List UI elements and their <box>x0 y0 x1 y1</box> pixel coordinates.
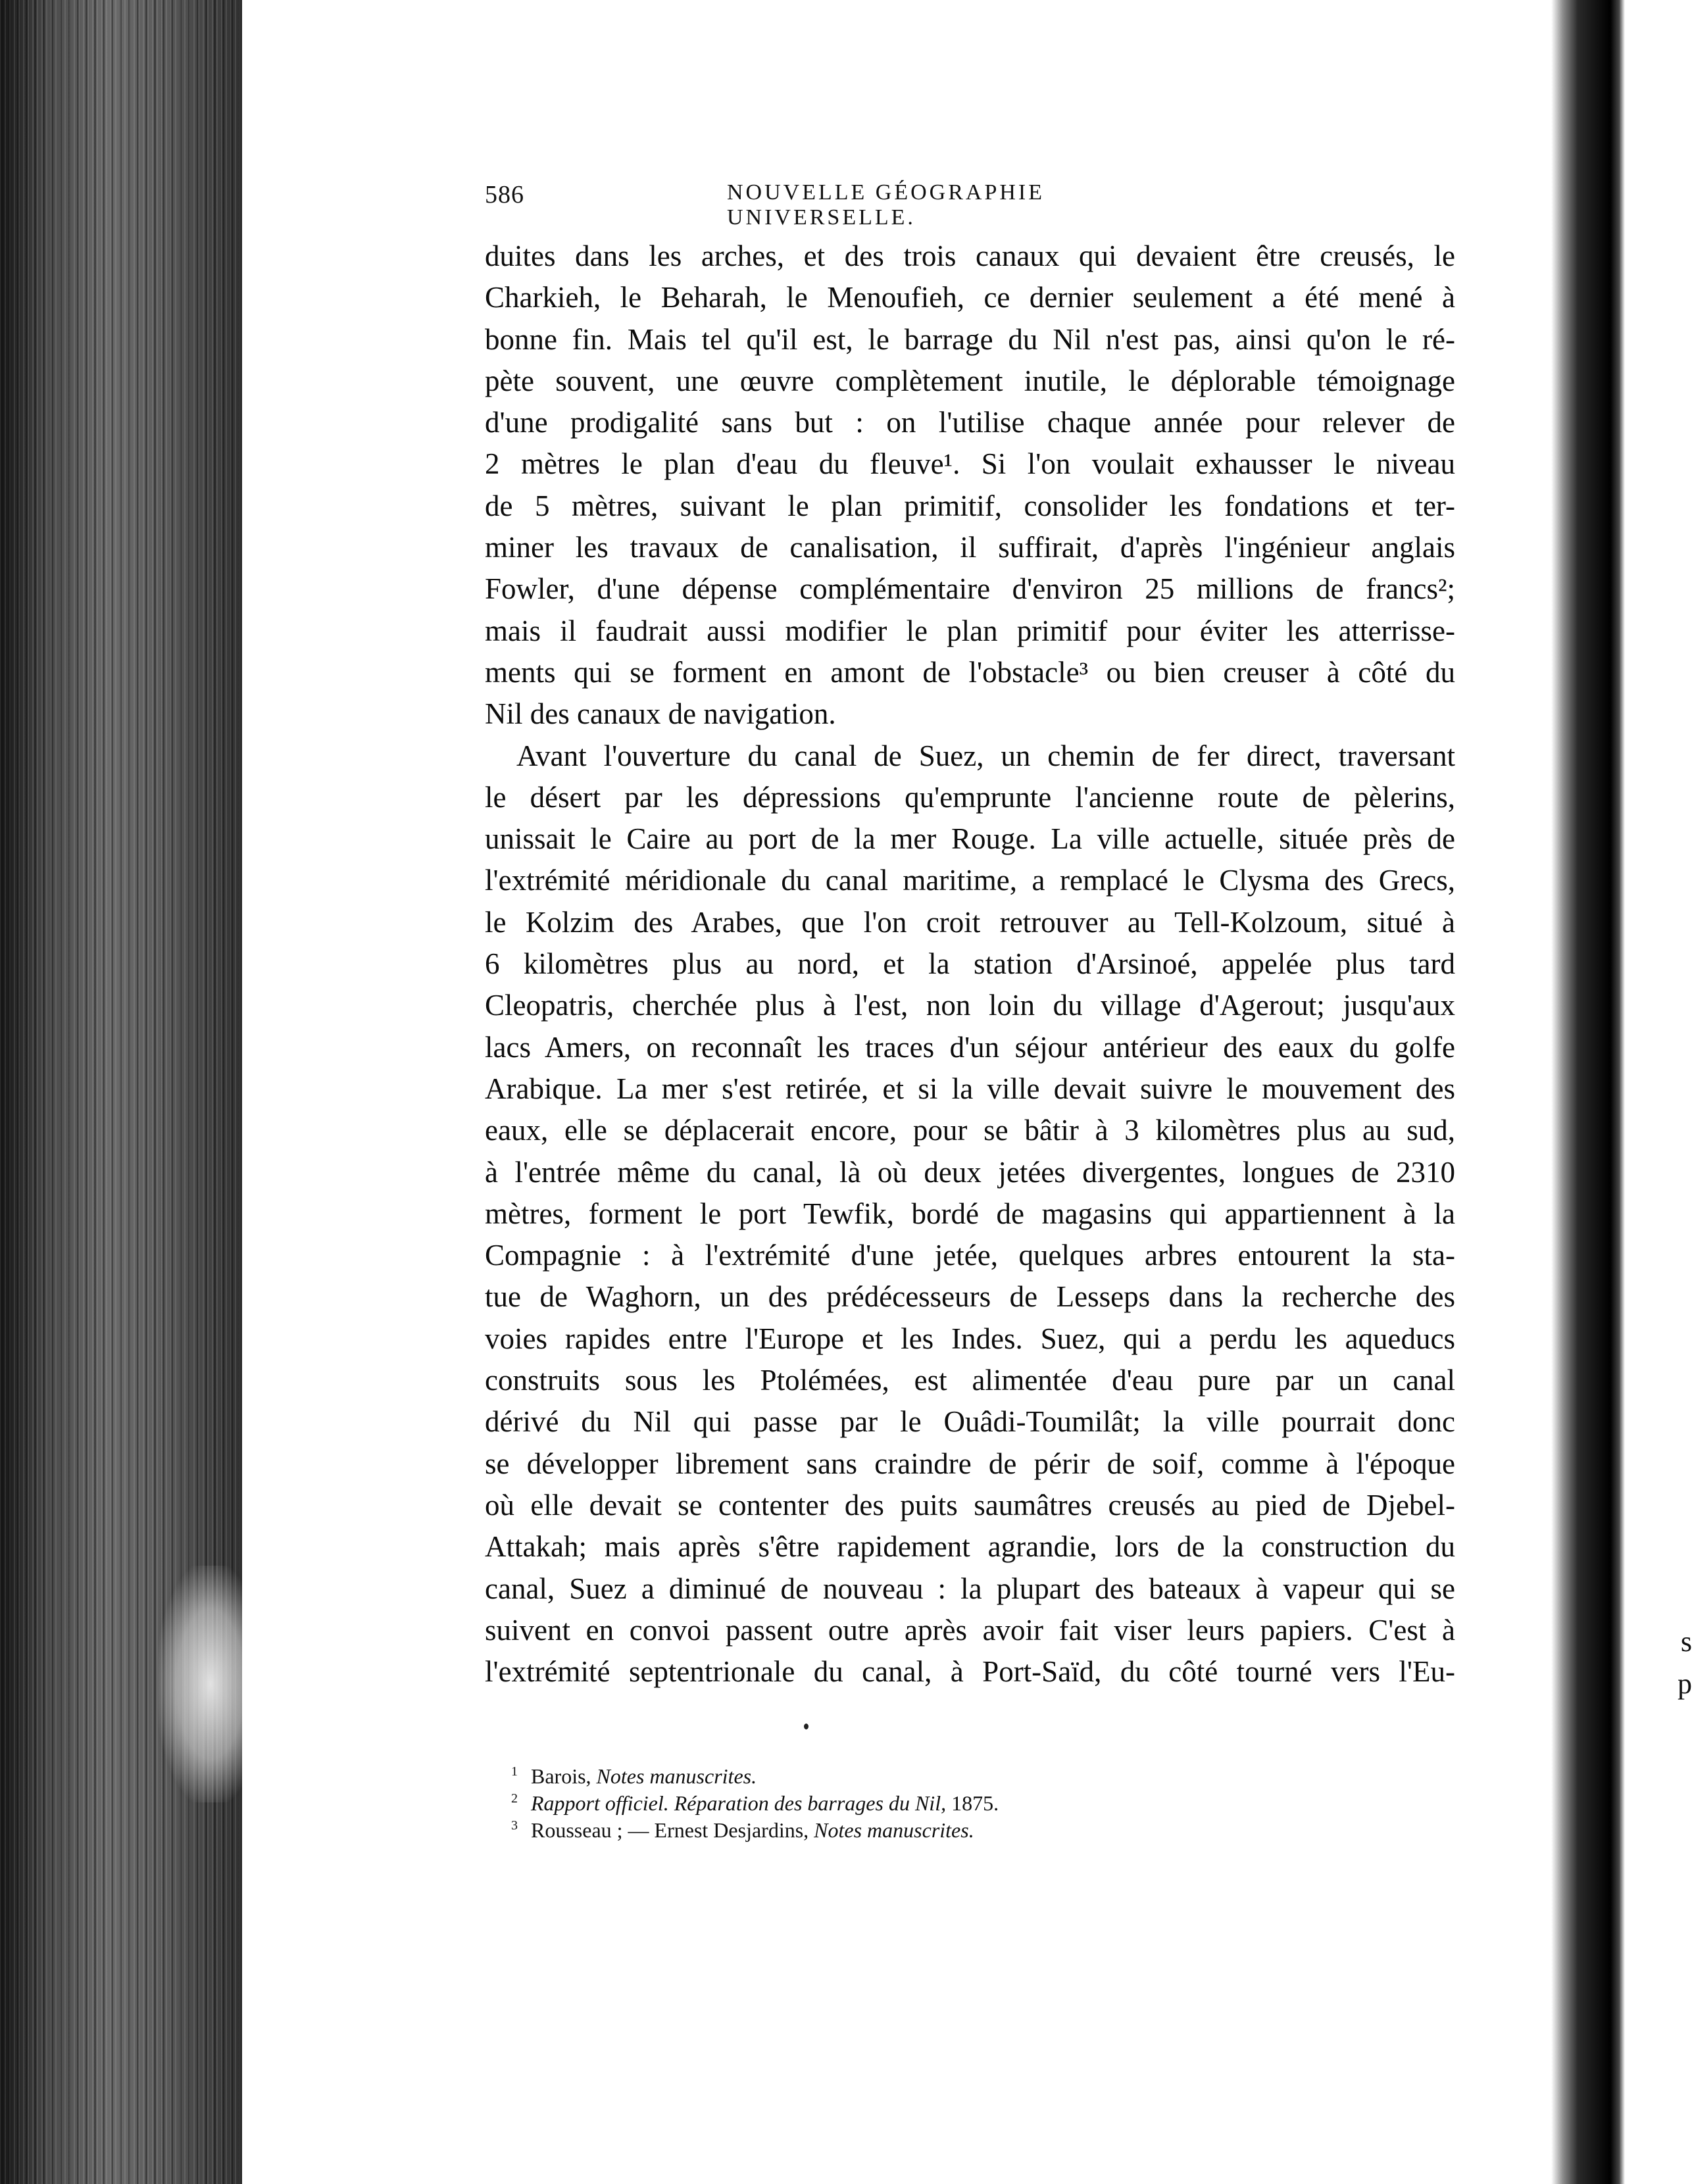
footnote-1 <box>511 1763 1301 1790</box>
footnote-mark: 1 <box>511 1764 518 1779</box>
book-gutter <box>1551 0 1610 2184</box>
text-line: suivent en convoi passent outre après avoir fait viser leurs papiers. C'est à <box>485 1613 1455 1647</box>
text-line: l'extrémité septentrionale du canal, à Port-Saïd, du côté tourné vers l'Eu- <box>485 1655 1455 1689</box>
header-title: NOUVELLE GÉOGRAPHIE UNIVERSELLE. <box>727 180 1045 230</box>
text-line: le Kolzim des Arabes, que l'on croit retrouver au Tell-Kolzoum, situé à <box>485 905 1455 939</box>
book-left-edge <box>0 0 243 2184</box>
footnote-italic: Notes manuscrites. <box>814 1818 974 1842</box>
text-line: Fowler, d'une dépense complémentaire d'environ 25 millions de francs²; <box>485 572 1455 606</box>
text-line: eaux, elle se déplacerait encore, pour se bâtir à 3 kilomètres plus au sud, <box>485 1114 1455 1147</box>
text-line: de 5 mètres, suivant le plan primitif, consolider les fondations et ter- <box>485 489 1455 522</box>
footnote-italic: Notes manuscrites. <box>596 1764 757 1788</box>
footnotes <box>511 1763 1301 1844</box>
footnote-italic: Rapport officiel. Réparation des barrages du Nil, <box>531 1791 947 1815</box>
footnote-text: Rousseau ; — Ernest Desjardins, <box>531 1818 814 1842</box>
text-line: mètres, forment le port Tewfik, bordé de magasins qui appartiennent à la <box>485 1197 1455 1230</box>
text-line: pète souvent, une œuvre complètement inutile, le déplorable témoignage <box>485 364 1455 397</box>
footnote-mark: 2 <box>511 1791 518 1806</box>
footnote-mark: 3 <box>511 1818 518 1833</box>
text-line: unissait le Caire au port de la mer Rouge. La ville actuelle, située près de <box>485 822 1455 856</box>
text-line: Avant l'ouverture du canal de Suez, un chemin de fer direct, traversant <box>516 739 1455 772</box>
text-line: Nil des canaux de navigation. <box>485 697 836 731</box>
body-text <box>485 236 1455 1693</box>
text-line: bonne fin. Mais tel qu'il est, le barrage du Nil n'est pas, ainsi qu'on le ré- <box>485 322 1455 356</box>
text-line: où elle devait se contenter des puits saumâtres creusés au pied de Djebel- <box>485 1488 1455 1522</box>
text-line: l'extrémité méridionale du canal maritime, a remplacé le Clysma des Grecs, <box>485 864 1455 897</box>
footnote-2 <box>511 1790 1301 1817</box>
text-line: voies rapides entre l'Europe et les Indes. Suez, qui a perdu les aqueducs <box>485 1322 1455 1355</box>
next-page-edge <box>1610 0 1692 2184</box>
text-line: Charkieh, le Beharah, le Menoufieh, ce dernier seulement a été mené à <box>485 281 1455 314</box>
text-line: le désert par les dépressions qu'emprunte l'ancienne route de pèlerins, <box>485 780 1455 814</box>
text-line: Cleopatris, cherchée plus à l'est, non loin du village d'Agerout; jusqu'aux <box>485 989 1455 1022</box>
stray-mark <box>804 1724 809 1729</box>
text-line: Arabique. La mer s'est retirée, et si la ville devait suivre le mouvement des <box>485 1072 1455 1105</box>
text-line: ments qui se forment en amont de l'obstacle³ ou bien creuser à côté du <box>485 655 1455 689</box>
next-page-letter: p <box>1678 1668 1692 1700</box>
footnote-3 <box>511 1817 1301 1844</box>
text-line: construits sous les Ptolémées, est alimentée d'eau pure par un canal <box>485 1364 1455 1397</box>
running-header <box>485 180 1222 230</box>
text-line: à l'entrée même du canal, là où deux jetées divergentes, longues de 2310 <box>485 1155 1455 1189</box>
text-line: mais il faudrait aussi modifier le plan primitif pour éviter les atterrisse- <box>485 614 1455 647</box>
page-number: 586 <box>485 181 524 209</box>
text-line: d'une prodigalité sans but : on l'utilise chaque année pour relever de <box>485 406 1455 439</box>
footnote-text: Barois, <box>531 1764 597 1788</box>
text-line: canal, Suez a diminué de nouveau : la plupart des bateaux à vapeur qui se <box>485 1572 1455 1605</box>
text-line: 2 mètres le plan d'eau du fleuve¹. Si l'on voulait exhausser le niveau <box>485 447 1455 481</box>
text-line: duites dans les arches, et des trois canaux qui devaient être creusés, le <box>485 239 1455 272</box>
text-line: lacs Amers, on reconnaît les traces d'un séjour antérieur des eaux du golfe <box>485 1030 1455 1064</box>
text-line: 6 kilomètres plus au nord, et la station d'Arsinoé, appelée plus tard <box>485 947 1455 981</box>
text-line: miner les travaux de canalisation, il suffirait, d'après l'ingénieur anglais <box>485 531 1455 564</box>
text-line: Compagnie : à l'extrémité d'une jetée, quelques arbres entourent la sta- <box>485 1239 1455 1272</box>
text-line: se développer librement sans craindre de périr de soif, comme à l'époque <box>485 1447 1455 1480</box>
next-page-letter: s <box>1680 1626 1692 1658</box>
text-line: dérivé du Nil qui passe par le Ouâdi-Toumilât; la ville pourrait donc <box>485 1405 1455 1439</box>
footnote-tail: 1875. <box>946 1791 999 1815</box>
next-page-shadow <box>1610 0 1625 2184</box>
text-line: tue de Waghorn, un des prédécesseurs de Lesseps dans la recherche des <box>485 1280 1455 1314</box>
text-line: Attakah; mais après s'être rapidement agrandie, lors de la construction du <box>485 1530 1455 1564</box>
